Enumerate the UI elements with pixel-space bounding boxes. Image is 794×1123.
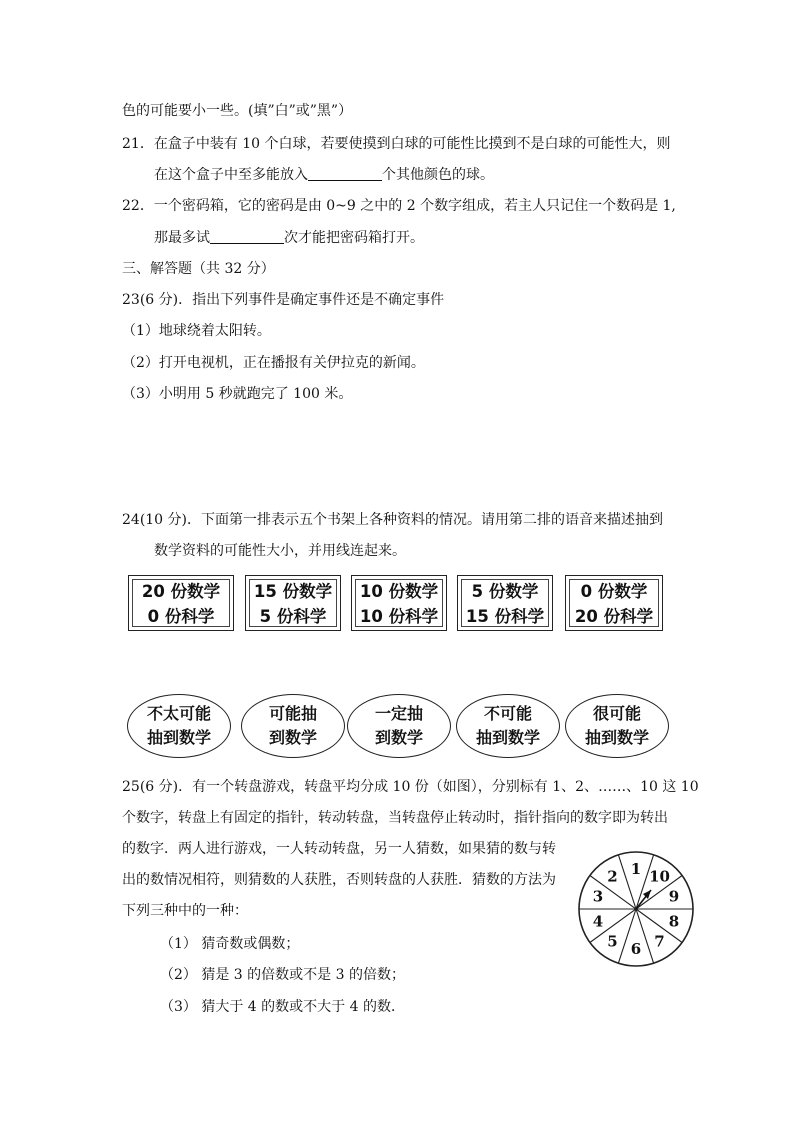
probability-oval-1 [127, 694, 231, 758]
question-25-method-2: （2） 猜是 3 的倍数或不是 3 的倍数； [160, 967, 405, 983]
shelf-box-1 [128, 575, 234, 631]
oval-3-line2: 到数学 [374, 728, 423, 747]
question-22-text-b: 次才能把密码箱打开。 [284, 230, 424, 246]
answer-blank-22[interactable] [210, 228, 284, 244]
question-21-line2 [154, 165, 494, 185]
question-23-item-3: （3）小明用 5 秒就跑完了 100 米。 [122, 386, 353, 402]
question-22-line1: 22．一个密码箱，它的密码是由 0~9 之中的 2 个数字组成，若主人只记住一个数码是 1, [122, 198, 676, 214]
question-25-line2: 个数字，转盘上有固定的指针，转动转盘，当转盘停止转动时，指针指向的数字即为转出 [122, 810, 668, 826]
probability-oval-3 [347, 694, 451, 758]
spinner-number: 10 [649, 867, 670, 886]
oval-4-line1: 不可能 [483, 704, 532, 723]
spinner-number: 7 [654, 932, 665, 951]
question-21-text-a: 在这个盒子中至多能放入 [154, 167, 308, 183]
oval-5-line1: 很可能 [592, 704, 641, 723]
shelf-1-science: 0 份科学 [147, 606, 215, 626]
question-25-method-3: （3） 猜大于 4 的数或不大于 4 的数． [160, 999, 405, 1015]
shelf-2-math: 15 份数学 [253, 581, 333, 601]
line-intro: 色的可能要小一些。(填”白”或”黑”） [122, 103, 353, 119]
spinner-number: 1 [630, 860, 642, 878]
spinner-number: 6 [630, 940, 642, 958]
shelf-3-math: 10 份数学 [359, 581, 439, 601]
question-24-line1: 24(10 分)．下面第一排表示五个书架上各种资料的情况。请用第二排的语音来描述抽到 [122, 512, 664, 528]
oval-2-line1: 可能抽 [268, 704, 317, 723]
question-23-item-1: （1）地球绕着太阳转。 [122, 323, 271, 339]
question-25-line3: 的数字．两人进行游戏，一人转动转盘，另一人猜数，如果猜的数与转 [122, 841, 556, 857]
question-25-method-1: （1） 猜奇数或偶数； [160, 936, 300, 952]
question-21-text-b: 个其他颜色的球。 [382, 167, 494, 183]
question-21-line1: 21．在盒子中装有 10 个白球，若要使摸到白球的可能性比摸到不是白球的可能性大，则 [122, 136, 671, 152]
shelf-2-science: 5 份科学 [259, 606, 327, 626]
spinner-number: 3 [592, 887, 604, 906]
question-24-line2: 数学资料的可能性大小，并用线连起来。 [154, 543, 406, 559]
question-22-text-a: 那最多试 [154, 230, 210, 246]
spinner-figure [577, 850, 695, 968]
section-3-heading: 三、解答题（共 32 分） [122, 261, 275, 277]
shelf-3-science: 10 份科学 [359, 606, 439, 626]
spinner-number: 5 [607, 932, 618, 951]
spinner-number: 9 [668, 887, 680, 906]
question-25-line5: 下列三种中的一种： [122, 903, 248, 919]
shelf-1-math: 20 份数学 [141, 581, 221, 601]
question-25-line4: 出的数情况相符，则猜数的人获胜，否则转盘的人获胜．猜数的方法为 [122, 872, 556, 888]
spinner-number: 2 [607, 867, 618, 886]
shelf-4-science: 15 份科学 [465, 606, 545, 626]
oval-1-line2: 抽到数学 [146, 728, 211, 747]
oval-5-line2: 抽到数学 [584, 728, 649, 747]
question-23: 23(6 分)．指出下列事件是确定事件还是不确定事件 [122, 292, 445, 308]
question-22-line2 [154, 228, 424, 248]
shelf-box-2 [245, 575, 341, 631]
question-25-line1: 25(6 分)．有一个转盘游戏，转盘平均分成 10 份（如图），分别标有 1、2、……、10 这 10 [122, 779, 699, 795]
oval-4-line2: 抽到数学 [475, 728, 540, 747]
shelf-5-math: 0 份数学 [580, 581, 648, 601]
shelf-box-5 [565, 575, 663, 631]
shelf-4-math: 5 份数学 [471, 581, 539, 601]
oval-2-line2: 到数学 [268, 728, 317, 747]
answer-blank-21[interactable] [308, 165, 382, 181]
oval-1-line1: 不太可能 [146, 704, 211, 723]
oval-3-line1: 一定抽 [374, 704, 423, 723]
shelf-5-science: 20 份科学 [574, 606, 654, 626]
spinner-number: 4 [592, 912, 604, 931]
question-23-item-2: （2）打开电视机，正在播报有关伊拉克的新闻。 [122, 355, 425, 371]
spinner-number: 8 [668, 912, 680, 931]
shelf-box-4 [457, 575, 553, 631]
probability-oval-4 [456, 694, 560, 758]
probability-oval-5 [565, 694, 669, 758]
shelf-box-3 [351, 575, 447, 631]
probability-oval-2 [241, 694, 345, 758]
